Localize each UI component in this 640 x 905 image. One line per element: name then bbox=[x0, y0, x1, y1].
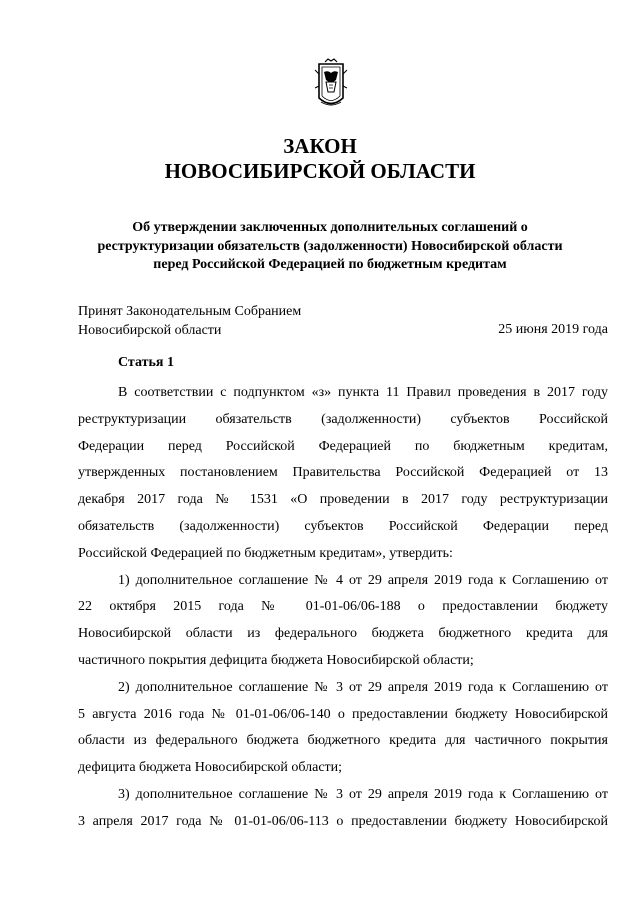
text-line: обязательств (задолженности) субъектов Российской Федерации перед bbox=[78, 518, 608, 534]
region-title: НОВОСИБИРСКОЙ ОБЛАСТИ bbox=[164, 159, 476, 183]
text-line: частичного покрытия дефицита бюджета Новосибирской области; bbox=[78, 652, 474, 668]
paragraph-item-3 bbox=[78, 782, 608, 836]
subject-line: Об утверждении заключенных дополнительных соглашений о bbox=[132, 220, 528, 235]
adoption-line: Принят Законодательным Собранием bbox=[78, 304, 302, 319]
text-line: области из федерального бюджета бюджетного кредита для частичного покрытия bbox=[78, 733, 608, 749]
paragraph-item-2 bbox=[78, 675, 608, 782]
text-line: 5 августа 2016 года № 01-01-06/06-140 о предоставлении бюджету Новосибирской bbox=[78, 706, 608, 722]
adoption-line: Новосибирской области bbox=[78, 322, 222, 338]
text-line: 3) дополнительное соглашение № 3 от 29 апреля 2019 года к Соглашению от bbox=[118, 786, 608, 802]
text-line: декабря 2017 года № 1531 «О проведении в 2017 году реструктуризации bbox=[78, 492, 608, 508]
law-subject bbox=[80, 219, 580, 275]
text-line: 3 апреля 2017 года № 01-01-06/06-113 о предоставлении бюджету Новосибирской bbox=[78, 813, 608, 829]
text-line: Российской Федерацией по бюджетным кредитам», утвердить: bbox=[78, 545, 453, 561]
subject-line: реструктуризации обязательств (задолженности) Новосибирской области bbox=[97, 238, 563, 254]
subject-line: перед Российской Федерацией по бюджетным кредитам bbox=[153, 257, 507, 272]
paragraph-item-1 bbox=[78, 568, 608, 675]
adoption-date: 25 июня 2019 года bbox=[498, 322, 608, 337]
coat-of-arms-icon bbox=[312, 58, 350, 110]
article-title: Статья 1 bbox=[118, 355, 174, 370]
article-body bbox=[78, 380, 608, 836]
text-line: Федерации перед Российской Федерацией по бюджетным кредитам, bbox=[78, 438, 608, 454]
text-line: В соответствии с подпунктом «з» пункта 11 Правил проведения в 2017 году bbox=[118, 385, 608, 400]
adoption-authority bbox=[78, 303, 301, 340]
text-line: дефицита бюджета Новосибирской области; bbox=[78, 760, 343, 776]
text-line: 2) дополнительное соглашение № 3 от 29 апреля 2019 года к Соглашению от bbox=[118, 679, 608, 695]
text-line: 1) дополнительное соглашение № 4 от 29 апреля 2019 года к Соглашению от bbox=[118, 572, 608, 588]
paragraph-intro bbox=[78, 380, 608, 568]
text-line: 22 октября 2015 года № 01-01-06/06-188 о предоставлении бюджету bbox=[78, 599, 608, 615]
text-line: утвержденных постановлением Правительства Российской Федерацией от 13 bbox=[78, 465, 608, 481]
text-line: Новосибирской области из федерального бюджета бюджетного кредита для bbox=[78, 626, 608, 642]
law-title: ЗАКОН bbox=[283, 134, 357, 158]
text-line: реструктуризации обязательств (задолженности) субъектов Российской bbox=[78, 411, 608, 427]
